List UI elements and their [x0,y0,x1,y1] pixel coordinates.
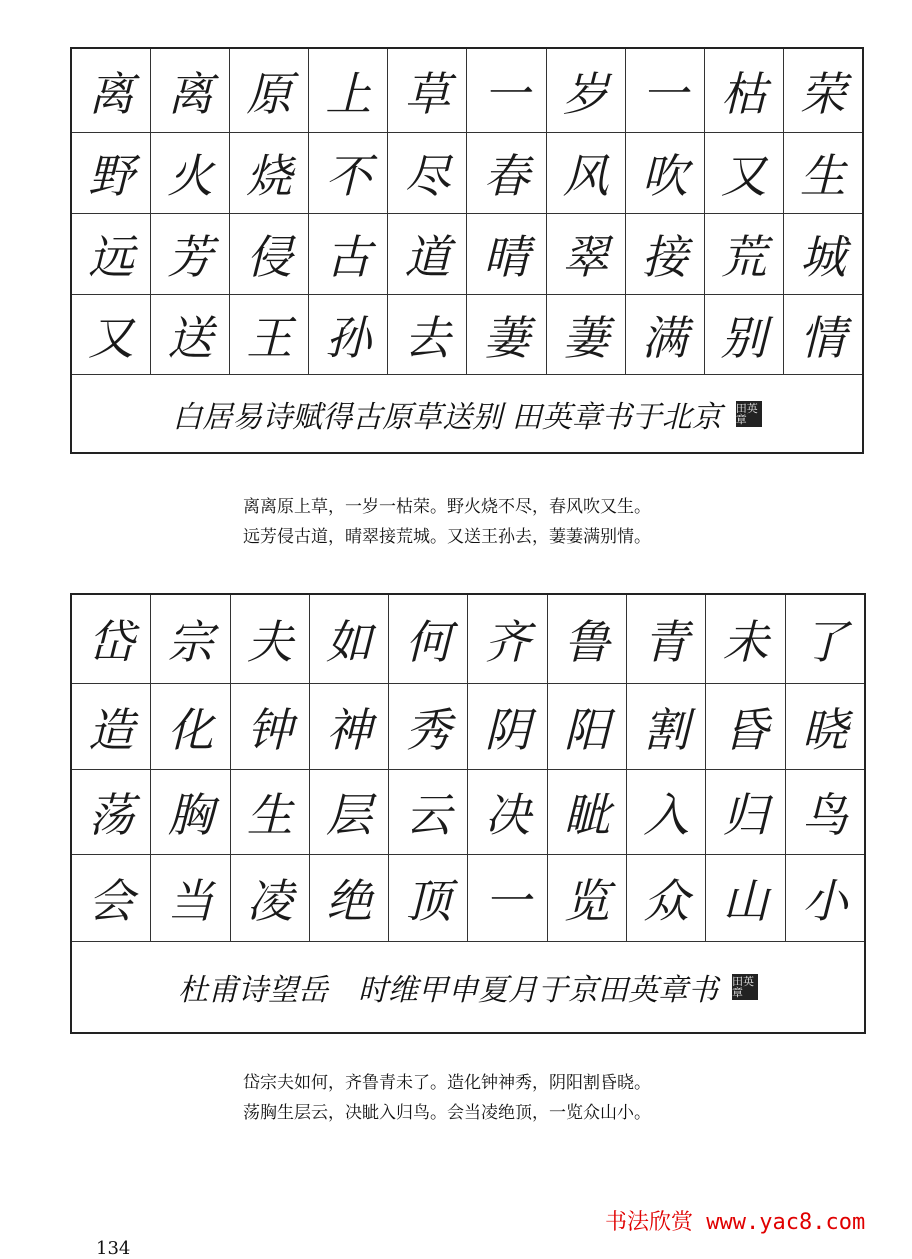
character-cell: 火 [151,133,230,213]
inscription-row [72,942,864,1032]
character-cell: 风 [547,133,626,213]
character-cell: 别 [705,295,784,374]
character-cell: 阳 [548,684,627,769]
character-cell: 会 [72,855,151,941]
character-cell: 凌 [231,855,310,941]
calligraphy-grid-2 [70,593,866,1034]
poem-line: 离离原上草，一岁一枯荣。野火烧不尽，春风吹又生。 [243,497,651,517]
character-cell: 化 [151,684,230,769]
character-cell: 送 [151,295,230,374]
character-cell: 晴 [467,214,546,294]
inscription: 杜甫诗望岳 时维甲申夏月于京田英章书 [178,973,718,1008]
character-cell: 春 [467,133,546,213]
character-cell: 眦 [548,770,627,854]
character-cell: 荡 [72,770,151,854]
character-cell: 满 [626,295,705,374]
inscription: 白居易诗赋得古原草送别 田英章书于北京 [172,399,722,435]
character-cell: 一 [467,49,546,132]
poem-line: 岱宗夫如何，齐鲁青未了。造化钟神秀，阴阳割昏晓。 [243,1073,651,1093]
character-cell: 众 [627,855,706,941]
character-cell: 翠 [547,214,626,294]
character-cell: 入 [627,770,706,854]
grid-row [72,595,864,684]
character-cell: 王 [230,295,309,374]
character-cell: 又 [72,295,151,374]
character-cell: 岁 [547,49,626,132]
character-cell: 枯 [705,49,784,132]
character-cell: 去 [388,295,467,374]
character-cell: 萋 [547,295,626,374]
character-cell: 了 [801,615,848,669]
character-cell: 层 [310,770,389,854]
character-cell: 不 [309,133,388,213]
calligraphy-grid-1 [70,47,864,454]
character-cell: 烧 [230,133,309,213]
character-cell: 尽 [388,133,467,213]
character-cell: 决 [468,770,547,854]
inscription-row [72,375,862,452]
character-cell: 何 [389,595,468,683]
character-cell: 荒 [705,214,784,294]
character-cell: 接 [626,214,705,294]
character-cell: 芳 [151,214,230,294]
character-cell: 山 [706,855,785,941]
seal-stamp: 田英章 [736,401,762,427]
character-cell: 吹 [626,133,705,213]
character-cell: 城 [799,230,846,284]
page-number: 134 [96,1238,131,1259]
character-cell: 宗 [151,595,230,683]
character-cell: 又 [705,133,784,213]
character-cell: 荣 [799,66,846,121]
character-cell: 顶 [389,855,468,941]
character-cell: 鲁 [548,595,627,683]
character-cell: 览 [548,855,627,941]
grid-row [72,684,864,770]
character-cell: 原 [230,49,309,132]
watermark: 书法欣赏 www.yac8.com [605,1210,866,1235]
character-cell: 胸 [151,770,230,854]
poem-text-2 [243,1068,651,1128]
character-cell: 一 [626,49,705,132]
character-cell: 离 [151,49,230,132]
character-cell: 秀 [389,684,468,769]
grid-row [72,133,862,214]
character-cell: 晓 [801,702,848,757]
character-cell: 如 [310,595,389,683]
character-cell: 上 [309,49,388,132]
character-cell: 远 [72,214,151,294]
character-cell: 夫 [231,595,310,683]
grid-row [72,214,862,295]
character-cell: 归 [706,770,785,854]
character-cell: 造 [72,684,151,769]
character-cell: 情 [799,310,846,365]
seal-stamp: 田英章 [732,974,758,1000]
character-cell: 离 [72,49,151,132]
character-cell: 割 [627,684,706,769]
character-cell: 生 [799,149,846,203]
character-cell: 神 [310,684,389,769]
grid-row [72,770,864,855]
character-cell: 青 [627,595,706,683]
character-cell: 阴 [468,684,547,769]
character-cell: 小 [801,874,848,928]
character-cell: 孙 [309,295,388,374]
character-cell: 草 [388,49,467,132]
grid-row [72,49,862,133]
grid-row [72,855,864,942]
character-cell: 鸟 [801,788,848,842]
grid-row [72,295,862,375]
character-cell: 云 [389,770,468,854]
character-cell: 绝 [310,855,389,941]
character-cell: 道 [388,214,467,294]
poem-line: 远芳侵古道，晴翠接荒城。又送王孙去，萋萋满别情。 [243,527,651,547]
character-cell: 齐 [468,595,547,683]
character-cell: 生 [231,770,310,854]
character-cell: 昏 [706,684,785,769]
character-cell: 古 [309,214,388,294]
character-cell: 未 [706,595,785,683]
character-cell: 岱 [72,595,151,683]
character-cell: 当 [151,855,230,941]
character-cell: 萋 [467,295,546,374]
poem-line: 荡胸生层云，决眦入归鸟。会当凌绝顶，一览众山小。 [243,1103,651,1123]
character-cell: 侵 [230,214,309,294]
poem-text-1 [243,492,651,552]
character-cell: 钟 [231,684,310,769]
character-cell: 野 [72,133,151,213]
character-cell: 一 [468,855,547,941]
